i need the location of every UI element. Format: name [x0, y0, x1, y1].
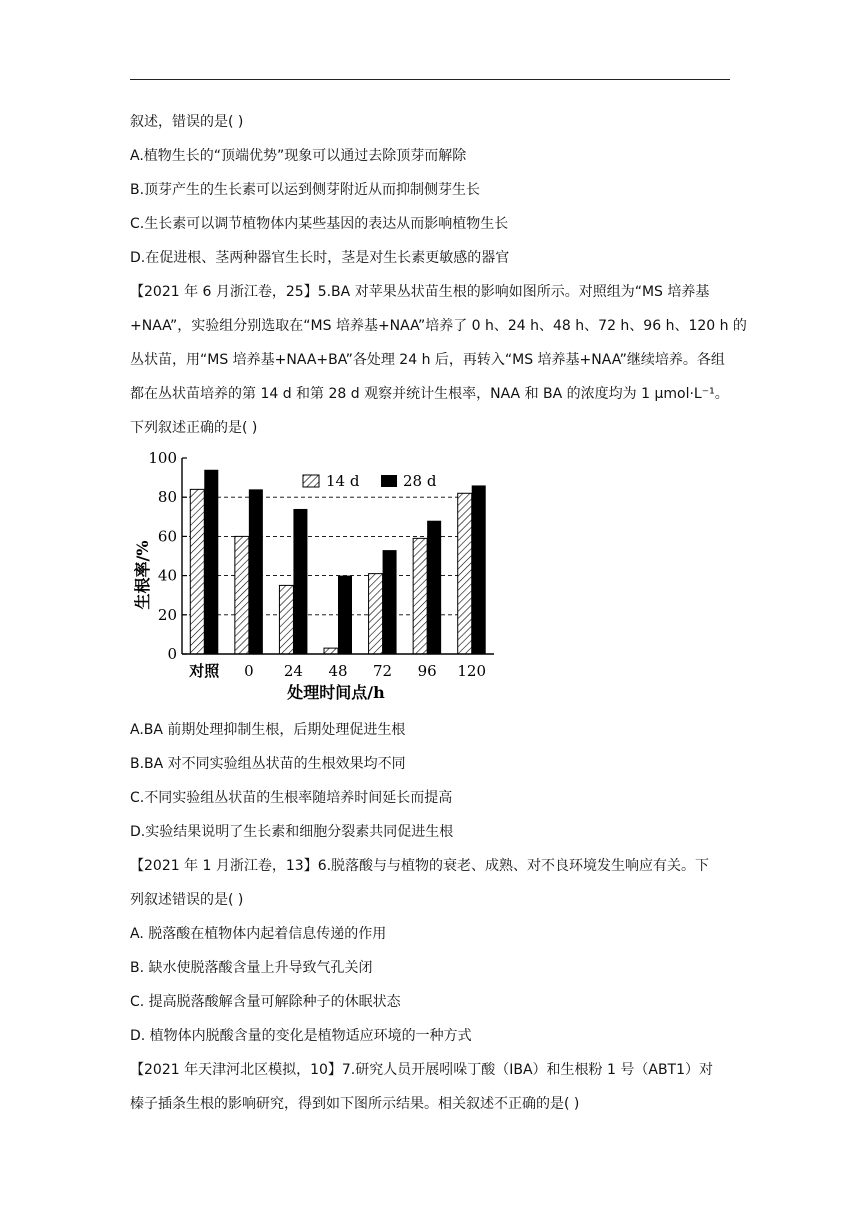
legend-label-14d: 14 d [326, 472, 360, 490]
question-7-line-1: 【2021 年天津河北区模拟，10】7.研究人员开展吲哚丁酸（IBA）和生根粉 1 号（ABT1）对 [130, 1062, 714, 1078]
bar-14d [413, 538, 427, 654]
y-axis-title: 生根率/% [133, 540, 152, 610]
option-c: C.生长素可以调节植物体内某些基因的表达从而影响植物生长 [130, 216, 509, 232]
option-a: A. 脱落酸在植物体内起着信息传递的作用 [130, 926, 387, 942]
question-5-line-5: 下列叙述正确的是( ) [130, 420, 258, 436]
option-c: C. 提高脱落酸解含量可解除种子的休眠状态 [130, 994, 401, 1010]
question-6-line-2: 列叙述错误的是( ) [130, 892, 244, 908]
bar-28d [427, 521, 441, 654]
option-d: D.实验结果说明了生长素和细胞分裂素共同促进生根 [130, 824, 454, 840]
x-tick-label: 120 [457, 662, 487, 680]
question-5-line-3: 丛状苗，用“MS 培养基+NAA+BA”各处理 24 h 后，再转入“MS 培养基+NAA”继续培养。各组 [130, 352, 725, 368]
bar-14d [190, 489, 204, 654]
x-tick-label: 对照 [189, 662, 220, 680]
legend-swatch-28d [381, 475, 397, 487]
bar-14d [369, 574, 383, 654]
x-tick-label: 72 [373, 662, 393, 680]
option-b: B.顶芽产生的生长素可以运到侧芽附近从而抑制侧芽生长 [130, 182, 481, 198]
option-b: B. 缺水使脱落酸含量上升导致气孔关闭 [130, 960, 373, 976]
y-tick-label: 0 [167, 645, 177, 663]
bar-28d [204, 470, 218, 654]
header-rule [130, 79, 730, 80]
rooting-rate-bar-chart [126, 448, 506, 708]
question-6-line-1: 【2021 年 1 月浙江卷，13】6.脱落酸与与植物的衰老、成熟、对不良环境发生响应有关。下 [130, 858, 710, 874]
bar-28d [338, 576, 352, 654]
question-5-line-2: +NAA”，实验组分别选取在“MS 培养基+NAA”培养了 0 h、24 h、48 h、72 h、96 h、120 h 的 [130, 318, 747, 334]
question-5-line-4: 都在丛状苗培养的第 14 d 和第 28 d 观察并统计生根率，NAA 和 BA 的浓度均为 1 μmol·L⁻¹。 [130, 386, 729, 402]
x-tick-label: 96 [417, 662, 437, 680]
bar-14d [324, 648, 338, 654]
y-tick-label: 60 [157, 527, 177, 546]
question-4-stem-end: 叙述，错误的是( ) [130, 114, 244, 130]
y-tick-label: 100 [148, 449, 177, 467]
legend-label-28d: 28 d [403, 472, 437, 490]
x-tick-label: 48 [328, 662, 348, 680]
option-d: D. 植物体内脱酸含量的变化是植物适应环境的一种方式 [130, 1028, 472, 1044]
bar-28d [249, 489, 263, 654]
option-b: B.BA 对不同实验组丛状苗的生根效果均不同 [130, 756, 406, 772]
bar-28d [293, 509, 307, 654]
y-tick-label: 80 [157, 488, 177, 507]
bar-28d [472, 485, 486, 654]
y-tick-label: 20 [157, 605, 177, 624]
bar-14d [279, 585, 293, 654]
option-a: A.BA 前期处理抑制生根，后期处理促进生根 [130, 722, 406, 738]
option-c: C.不同实验组丛状苗的生根率随培养时间延长而提高 [130, 790, 453, 806]
bar-14d [235, 536, 249, 654]
question-5-line-1: 【2021 年 6 月浙江卷，25】5.BA 对苹果丛状苗生根的影响如图所示。对照组为“MS 培养基 [130, 284, 710, 300]
y-tick-label: 40 [157, 566, 177, 585]
x-axis-title: 处理时间点/h [287, 683, 385, 702]
x-tick-label: 0 [244, 662, 254, 680]
question-7-line-2: 榛子插条生根的影响研究，得到如下图所示结果。相关叙述不正确的是( ) [130, 1096, 580, 1112]
x-tick-label: 24 [283, 662, 303, 680]
option-d: D.在促进根、茎两种器官生长时，茎是对生长素更敏感的器官 [130, 250, 510, 266]
bar-28d [383, 550, 397, 654]
bar-14d [458, 493, 472, 654]
option-a: A.植物生长的“顶端优势”现象可以通过去除顶芽而解除 [130, 148, 467, 164]
legend-swatch-14d [303, 475, 319, 487]
